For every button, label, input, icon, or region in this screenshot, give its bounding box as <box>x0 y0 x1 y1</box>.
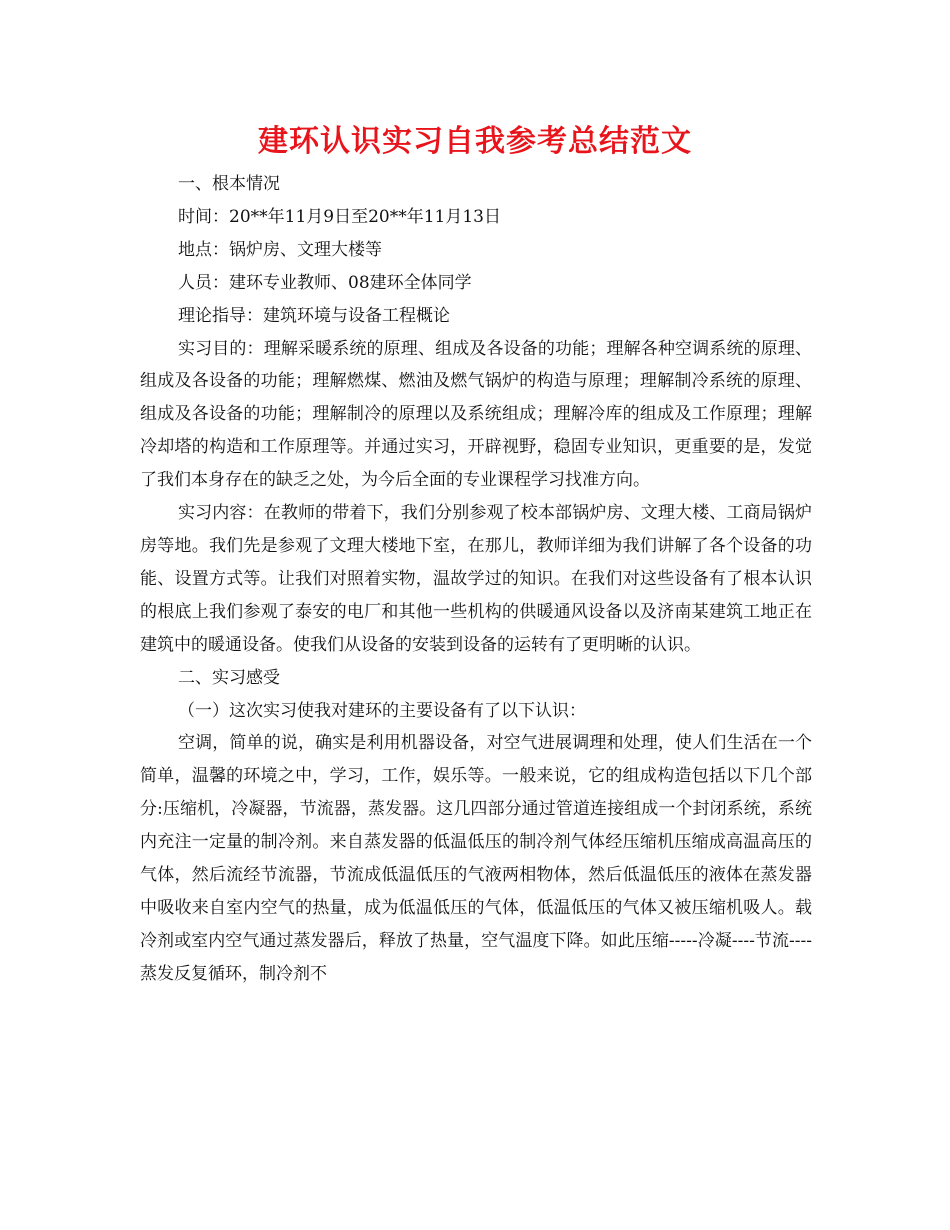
subsection-heading: （一）这次实习使我对建环的主要设备有了以下认识： <box>178 700 586 721</box>
info-line-theory: 理论指导：建筑环境与设备工程概论 <box>178 305 450 326</box>
info-line-time: 时间：20**年11月9日至20**年11月13日 <box>178 206 501 227</box>
paragraph-air-conditioning: 空调，简单的说，确实是利用机器设备，对空气进展调理和处理，使人们生活在一个简单，温馨的环境之中，学习，工作，娱乐等。一般来说，它的组成构造包括以下几个部分:压缩机，冷凝器，节流器，蒸发器。这几四部分通过管道连接组成一个封闭系统，系统内充注一定量的制冷剂。来自蒸发器的低温低压的制冷剂气体经压缩机压缩成高温高压的气体，然后流经节流器，节流成低温低压的气液两相物体，然后低温低压的液体在蒸发器中吸收来自室内空气的热量，成为低温低压的气体，低温低压的气体又被压缩机吸人。载冷剂或室内空气通过蒸发器后，释放了热量，空气温度下降。如此压缩-----冷凝----节流----蒸发反复循环，制冷剂不 <box>140 733 812 984</box>
paragraph-purpose: 实习目的：理解采暖系统的原理、组成及各设备的功能；理解各种空调系统的原理、组成及各设备的功能；理解燃煤、燃油及燃气锅炉的构造与原理；理解制冷系统的原理、组成及各设备的功能；理解制冷的原理以及系统组成；理解冷库的组成及工作原理；理解冷却塔的构造和工作原理等。并通过实习，开辟视野，稳固专业知识，更重要的是，发觉了我们本身存在的缺乏之处，为今后全面的专业课程学习找准方向。 <box>140 338 812 491</box>
info-line-people: 人员：建环专业教师、08建环全体同学 <box>178 272 472 293</box>
section-heading: 一、根本情况 <box>178 174 280 194</box>
paragraph-content: 实习内容：在教师的带着下，我们分别参观了校本部锅炉房、文理大楼、工商局锅炉房等地。我们先是参观了文理大楼地下室，在那儿，教师详细为我们讲解了各个设备的功能、设置方式等。让我们对照着实物，温故学过的知识。在我们对这些设备有了根本认识的根底上我们参观了泰安的电厂和其他一些机构的供暖通风设备以及济南某建筑工地正在建筑中的暖通设备。使我们从设备的安装到设备的运转有了更明晰的认识。 <box>140 503 812 655</box>
info-line-location: 地点：锅炉房、文理大楼等 <box>178 239 382 260</box>
document-title: 建环认识实习自我参考总结范文 <box>258 124 692 159</box>
section-heading: 二、实习感受 <box>178 667 280 688</box>
document-body <box>140 168 812 991</box>
